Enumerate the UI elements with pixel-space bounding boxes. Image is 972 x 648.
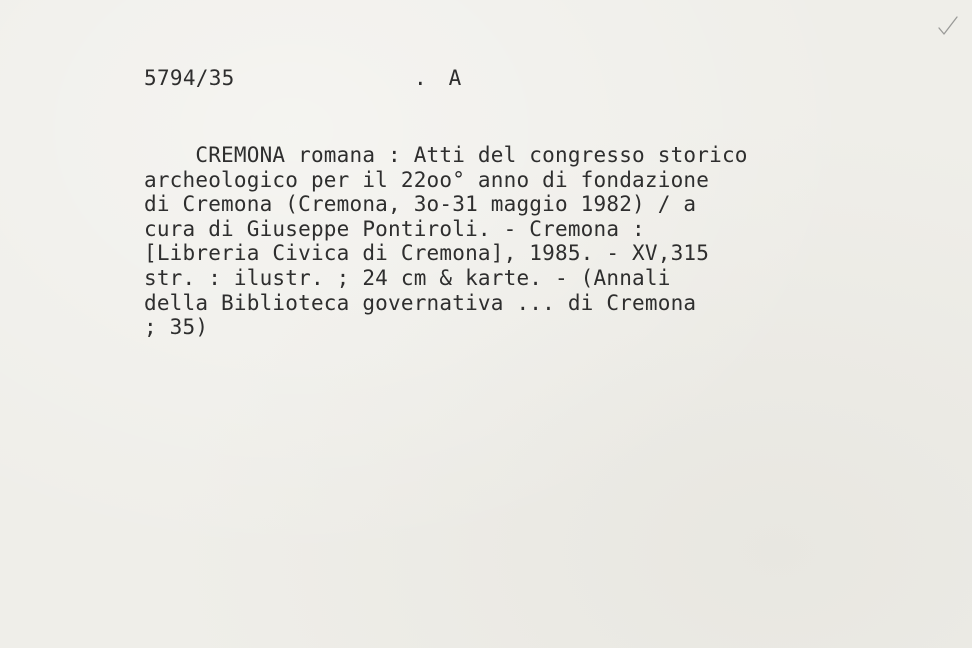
marker-dot: . bbox=[414, 66, 427, 90]
shelfmark: 5794/35 bbox=[144, 66, 235, 90]
entry-line: CREMONA romana : Atti del congresso storico bbox=[144, 143, 748, 167]
bibliographic-entry bbox=[144, 143, 924, 340]
entry-line: [Libreria Civica di Cremona], 1985. - XV,315 bbox=[144, 241, 710, 266]
entry-line: di Cremona (Cremona, 3o-31 maggio 1982) / a bbox=[144, 192, 697, 217]
entry-line: ; 35) bbox=[144, 315, 209, 340]
marker-letter: A bbox=[448, 66, 462, 90]
check-mark-icon bbox=[936, 14, 960, 38]
entry-line: della Biblioteca governativa ... di Cremona bbox=[144, 290, 697, 315]
entry-line: cura di Giuseppe Pontiroli. - Cremona : bbox=[144, 216, 645, 241]
entry-line: archeologico per il 22oo° anno di fondazione bbox=[144, 167, 710, 192]
entry-line: str. : ilustr. ; 24 cm & karte. - (Annali bbox=[144, 265, 671, 290]
marker-row bbox=[414, 66, 461, 90]
